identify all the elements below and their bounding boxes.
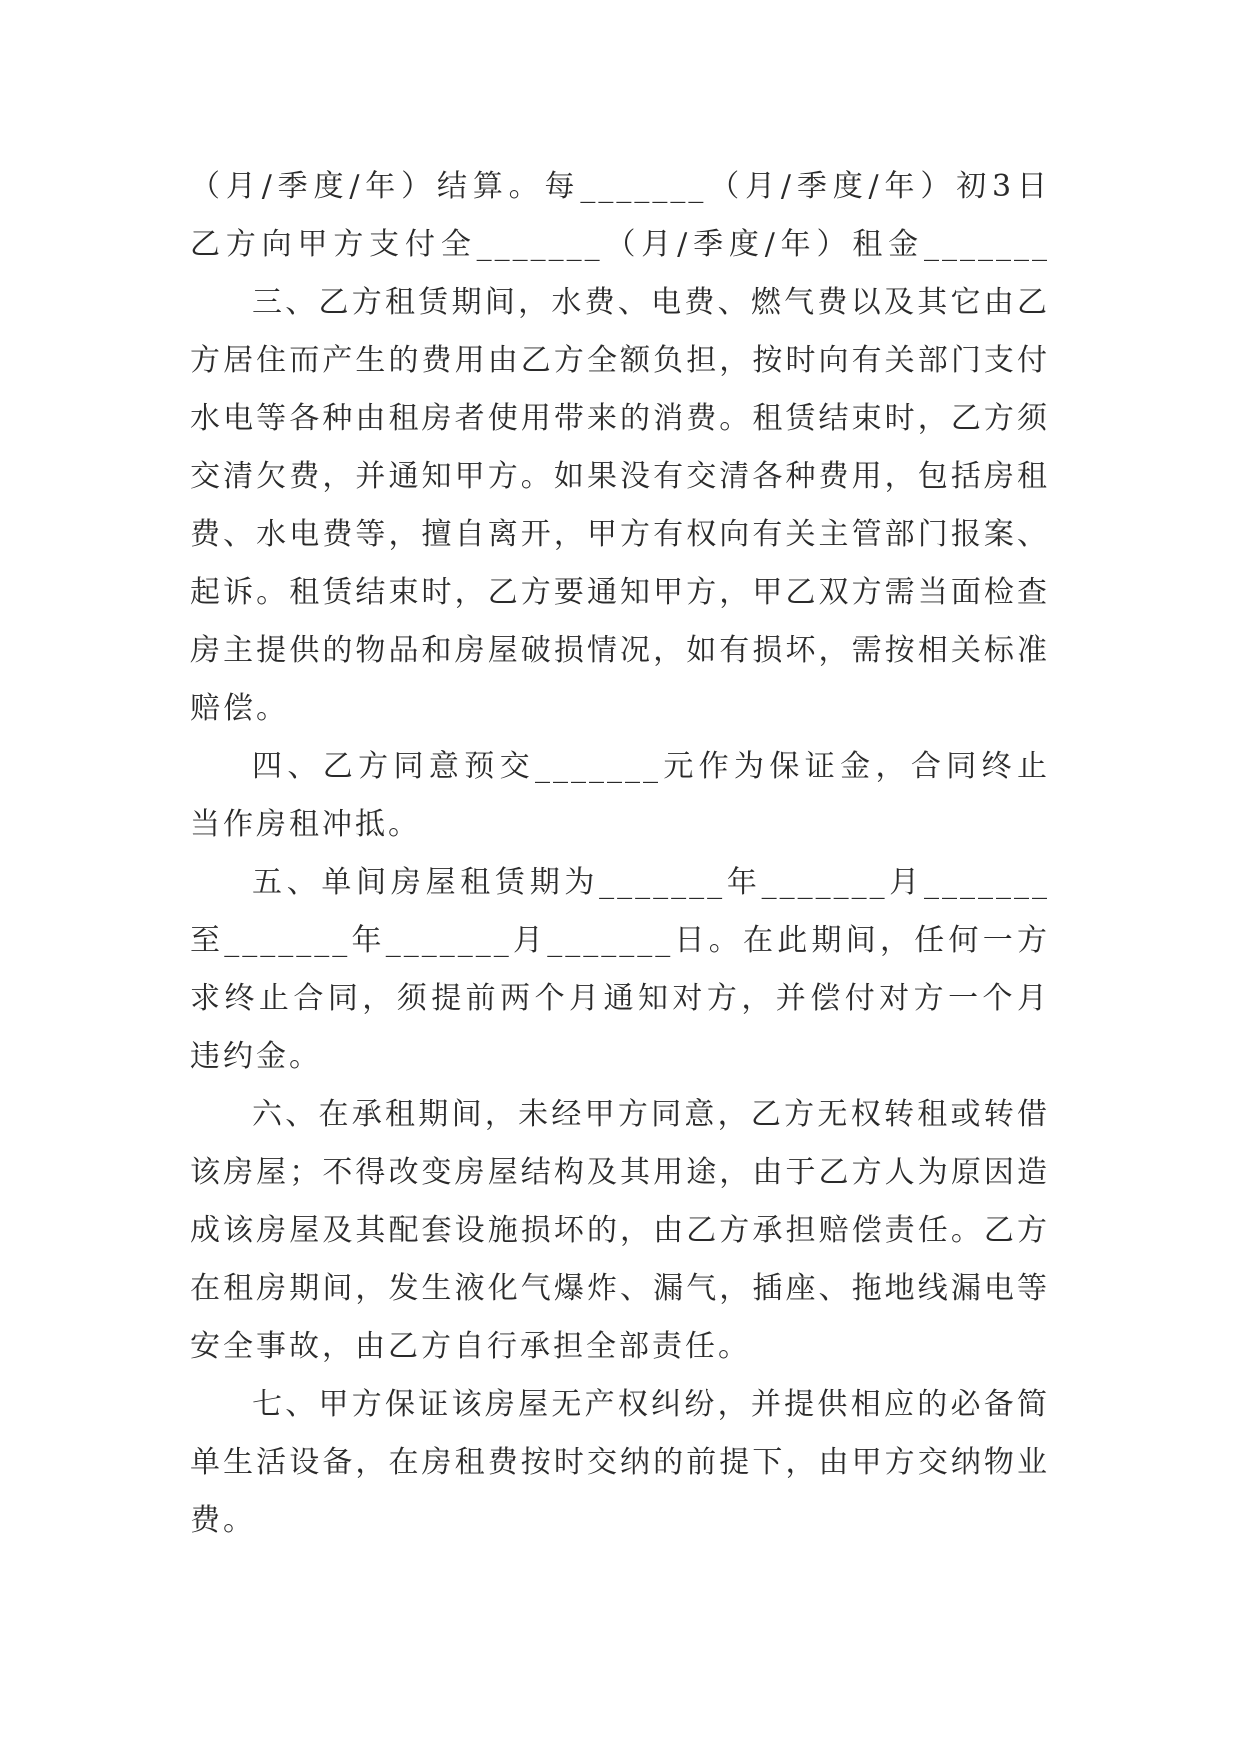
text-line: 费。 — [190, 1503, 256, 1538]
text-line: 单生活设备，在房租费按时交纳的前提下，由甲方交纳物业 — [190, 1445, 1050, 1480]
text-line: 交清欠费，并通知甲方。如果没有交清各种费用，包括房租 — [190, 459, 1050, 494]
text-line: （月/季度/年）结算。每_______（月/季度/年）初3日 — [190, 169, 1050, 204]
clause-5-first-line: 五、单间房屋租赁期为_______年_______月_______ — [252, 865, 1050, 900]
text-line: 成该房屋及其配套设施损坏的，由乙方承担赔偿责任。乙方 — [190, 1213, 1050, 1248]
text-line: 在租房期间，发生液化气爆炸、漏气，插座、拖地线漏电等 — [190, 1271, 1050, 1306]
text-line: 求终止合同，须提前两个月通知对方，并偿付对方一个月 — [190, 981, 1050, 1016]
text-line: 乙方向甲方支付全_______（月/季度/年）租金_______ — [190, 227, 1050, 262]
clause-3-first-line: 三、乙方租赁期间，水费、电费、燃气费以及其它由乙 — [252, 285, 1050, 320]
text-line: 至_______年_______月_______日。在此期间，任何一方 — [190, 923, 1050, 958]
clause-6-first-line: 六、在承租期间，未经甲方同意，乙方无权转租或转借 — [252, 1097, 1050, 1132]
text-line: 当作房租冲抵。 — [190, 807, 421, 842]
text-line: 起诉。租赁结束时，乙方要通知甲方，甲乙双方需当面检查 — [190, 575, 1050, 610]
clause-7-first-line: 七、甲方保证该房屋无产权纠纷，并提供相应的必备简 — [252, 1387, 1050, 1422]
text-line: 水电等各种由租房者使用带来的消费。租赁结束时，乙方须 — [190, 401, 1050, 436]
text-line: 方居住而产生的费用由乙方全额负担，按时向有关部门支付 — [190, 343, 1050, 378]
text-line: 房主提供的物品和房屋破损情况，如有损坏，需按相关标准 — [190, 633, 1050, 668]
document-body — [190, 158, 1050, 1550]
text-line: 违约金。 — [190, 1039, 322, 1074]
text-line: 安全事故，由乙方自行承担全部责任。 — [190, 1329, 751, 1364]
text-line: 该房屋；不得改变房屋结构及其用途，由于乙方人为原因造 — [190, 1155, 1050, 1190]
text-line: 赔偿。 — [190, 691, 289, 726]
text-line: 费、水电费等，擅自离开，甲方有权向有关主管部门报案、 — [190, 517, 1050, 552]
clause-4-first-line: 四、乙方同意预交_______元作为保证金，合同终止 — [252, 749, 1050, 784]
